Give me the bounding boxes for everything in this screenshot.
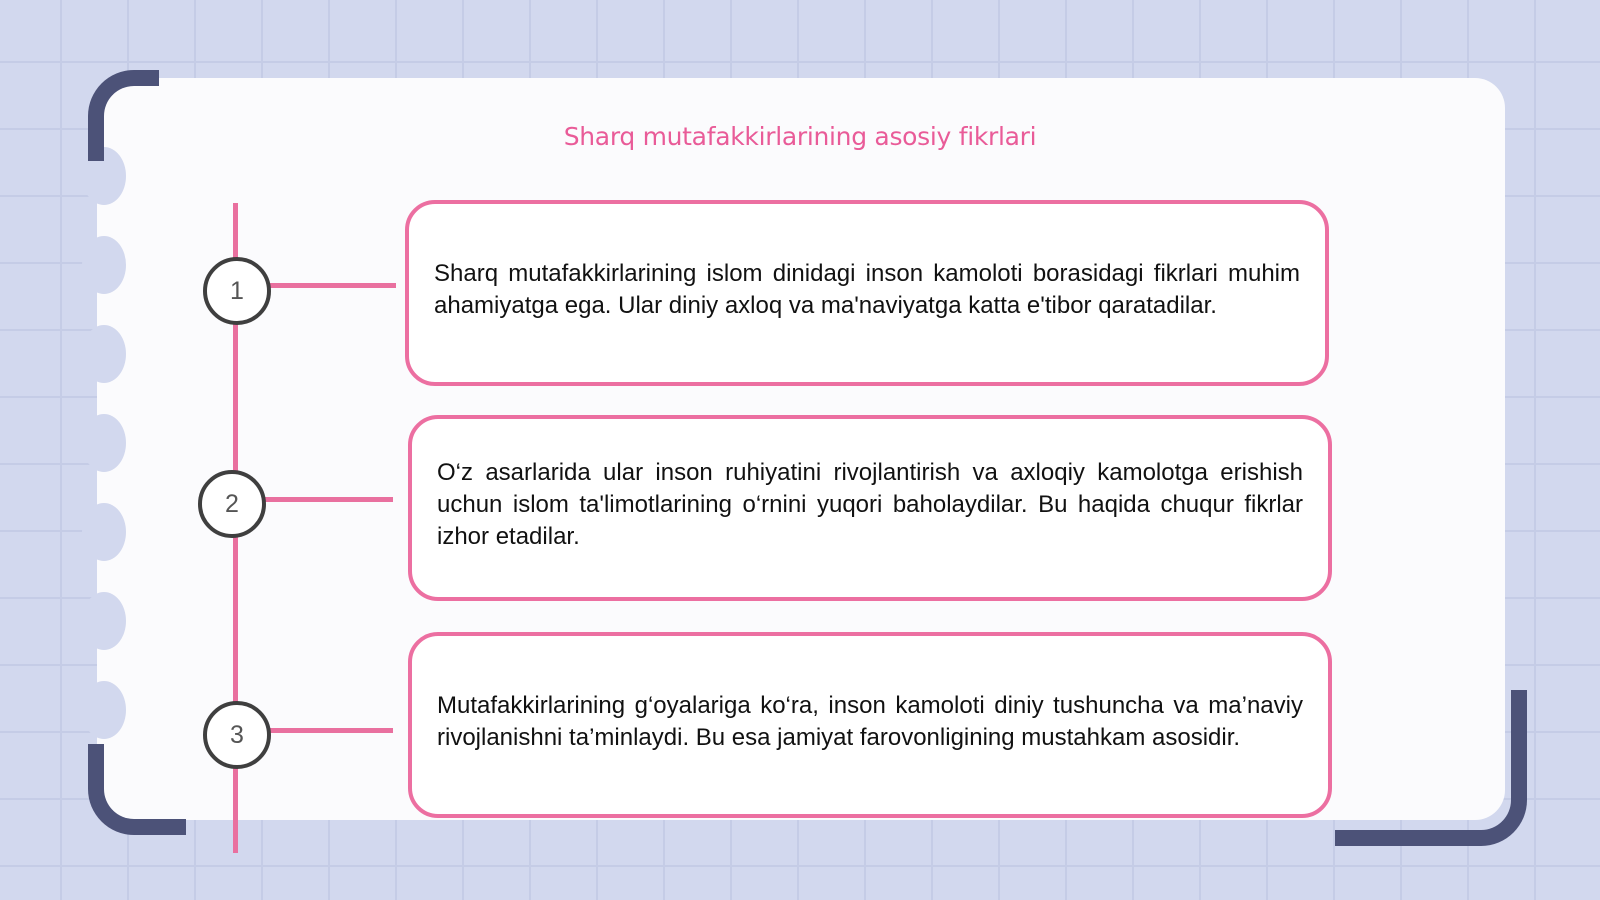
- timeline-connector: [266, 283, 396, 288]
- step-number-badge: 2: [198, 470, 266, 538]
- corner-bracket-bottom-right: [1335, 690, 1527, 846]
- timeline-card-text: Mutafakkirlarining g‘oyalariga ko‘ra, inson kamoloti diniy tushuncha va ma’naviy rivojlanishni ta’minlaydi. Bu esa jamiyat farovonligining mustahkam asosidir.: [437, 692, 1303, 751]
- timeline-card-2: [408, 415, 1332, 601]
- notebook-scallop: [82, 503, 126, 561]
- timeline-connector: [263, 497, 393, 502]
- timeline-card-text: Sharq mutafakkirlarining islom dinidagi inson kamoloti borasidagi fikrlari muhim ahamiyatga ega. Ular diniy axloq va ma'naviyatga katta e'tibor qaratadilar.: [434, 260, 1300, 319]
- notebook-scallop: [82, 592, 126, 650]
- notebook-scallop: [82, 325, 126, 383]
- slide-title: Sharq mutafakkirlarining asosiy fikrlari: [563, 122, 1037, 151]
- step-number-badge: 1: [203, 257, 271, 325]
- corner-bracket-bottom-left: [88, 744, 186, 835]
- timeline-card-3: [408, 632, 1332, 818]
- timeline-card-text: O‘z asarlarida ular inson ruhiyatini rivojlantirish va axloqiy kamolotga erishish uchun islom ta'limotlarining o‘rnini yuqori baholaydilar. Bu haqida chuqur fikrlar izhor etadilar.: [437, 459, 1303, 550]
- step-number-badge: 3: [203, 701, 271, 769]
- timeline-card-1: [405, 200, 1329, 386]
- timeline-connector: [266, 728, 393, 733]
- notebook-scallop: [82, 681, 126, 739]
- notebook-scallop: [82, 414, 126, 472]
- notebook-scallop: [82, 236, 126, 294]
